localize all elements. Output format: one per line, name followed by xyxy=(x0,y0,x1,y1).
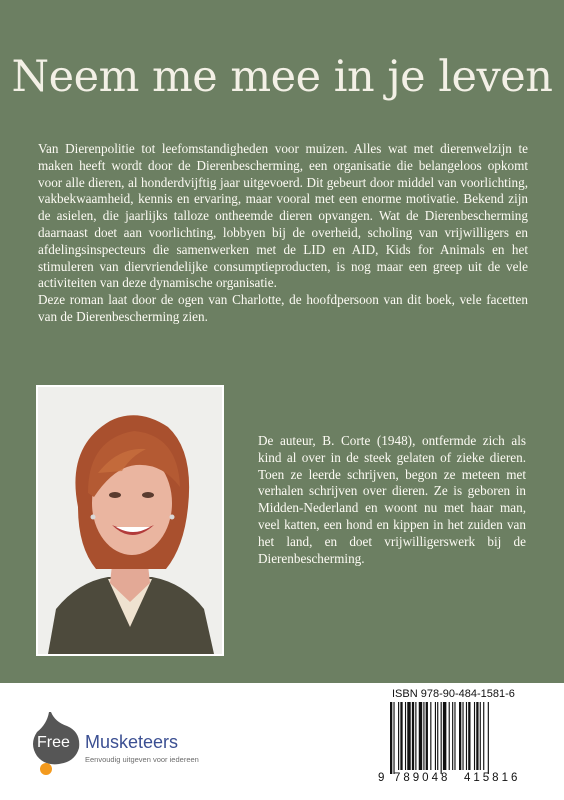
isbn-label: ISBN 978-90-484-1581-6 xyxy=(392,688,515,700)
publisher-tagline: Eenvoudig uitgeven voor iedereen xyxy=(85,755,199,764)
blurb xyxy=(38,141,528,326)
author-photo-frame xyxy=(36,385,224,656)
author-bio: De auteur, B. Corte (1948), ontfermde zich als kind al over in de steek gelaten of zieke dieren. Toen ze leerde schrijven, begon ze meteen met verhalen schrijven over dieren. Ze is geboren in Midden-Nederland en woont nu met haar man, veel katten, een hond en kippen in het zuiden van het land, en doet vrijwilligerswerk bij de Dierenbescherming. xyxy=(258,433,526,566)
blurb-paragraph-2: Deze roman laat door de ogen van Charlotte, de hoofdpersoon van dit boek, vele facetten van de Dierenbescherming zien. xyxy=(38,292,528,324)
barcode xyxy=(378,700,532,786)
publisher-name-musketeers: Musketeers xyxy=(85,732,179,752)
barcode-lead-digit: 9 xyxy=(378,772,385,784)
barcode-icon xyxy=(378,700,532,774)
book-title: Neem me mee in je leven xyxy=(11,52,553,102)
barcode-right-digits: 415816 xyxy=(464,772,521,784)
publisher-name-free: Free xyxy=(37,734,70,751)
blurb-paragraph-1: Van Dierenpolitie tot leefomstandigheden voor muizen. Alles wat met dierenwelzijn te maken heeft wordt door de Dierenbescherming, een organisatie die belangeloos opkomt voor alle dieren, al honderdvijftig jaar uitgevoerd. Dit gebeurt door middel van voorlichting, vakbekwaamheid, kennis en ervaring, maar vooral met een enorme motivatie. Bekend zijn de asielen, die jaarlijks talloze ontheemde dieren opvangen. Wat de Dierenbescherming daarnaast doet aan voorlichting, lobbyen bij de overheid, scholing van vrijwilligers en afdelingsinspecteurs die samenwerken met de LID en AID, Kids for Animals en het stimuleren van diervriendelijke consumptieproducten, is nog maar een greep uit de vele activiteiten van deze dynamische organisatie. xyxy=(38,141,528,291)
publisher-logo[interactable] xyxy=(37,710,217,778)
author-portrait xyxy=(38,387,222,654)
barcode-left-digits: 789048 xyxy=(394,772,451,784)
